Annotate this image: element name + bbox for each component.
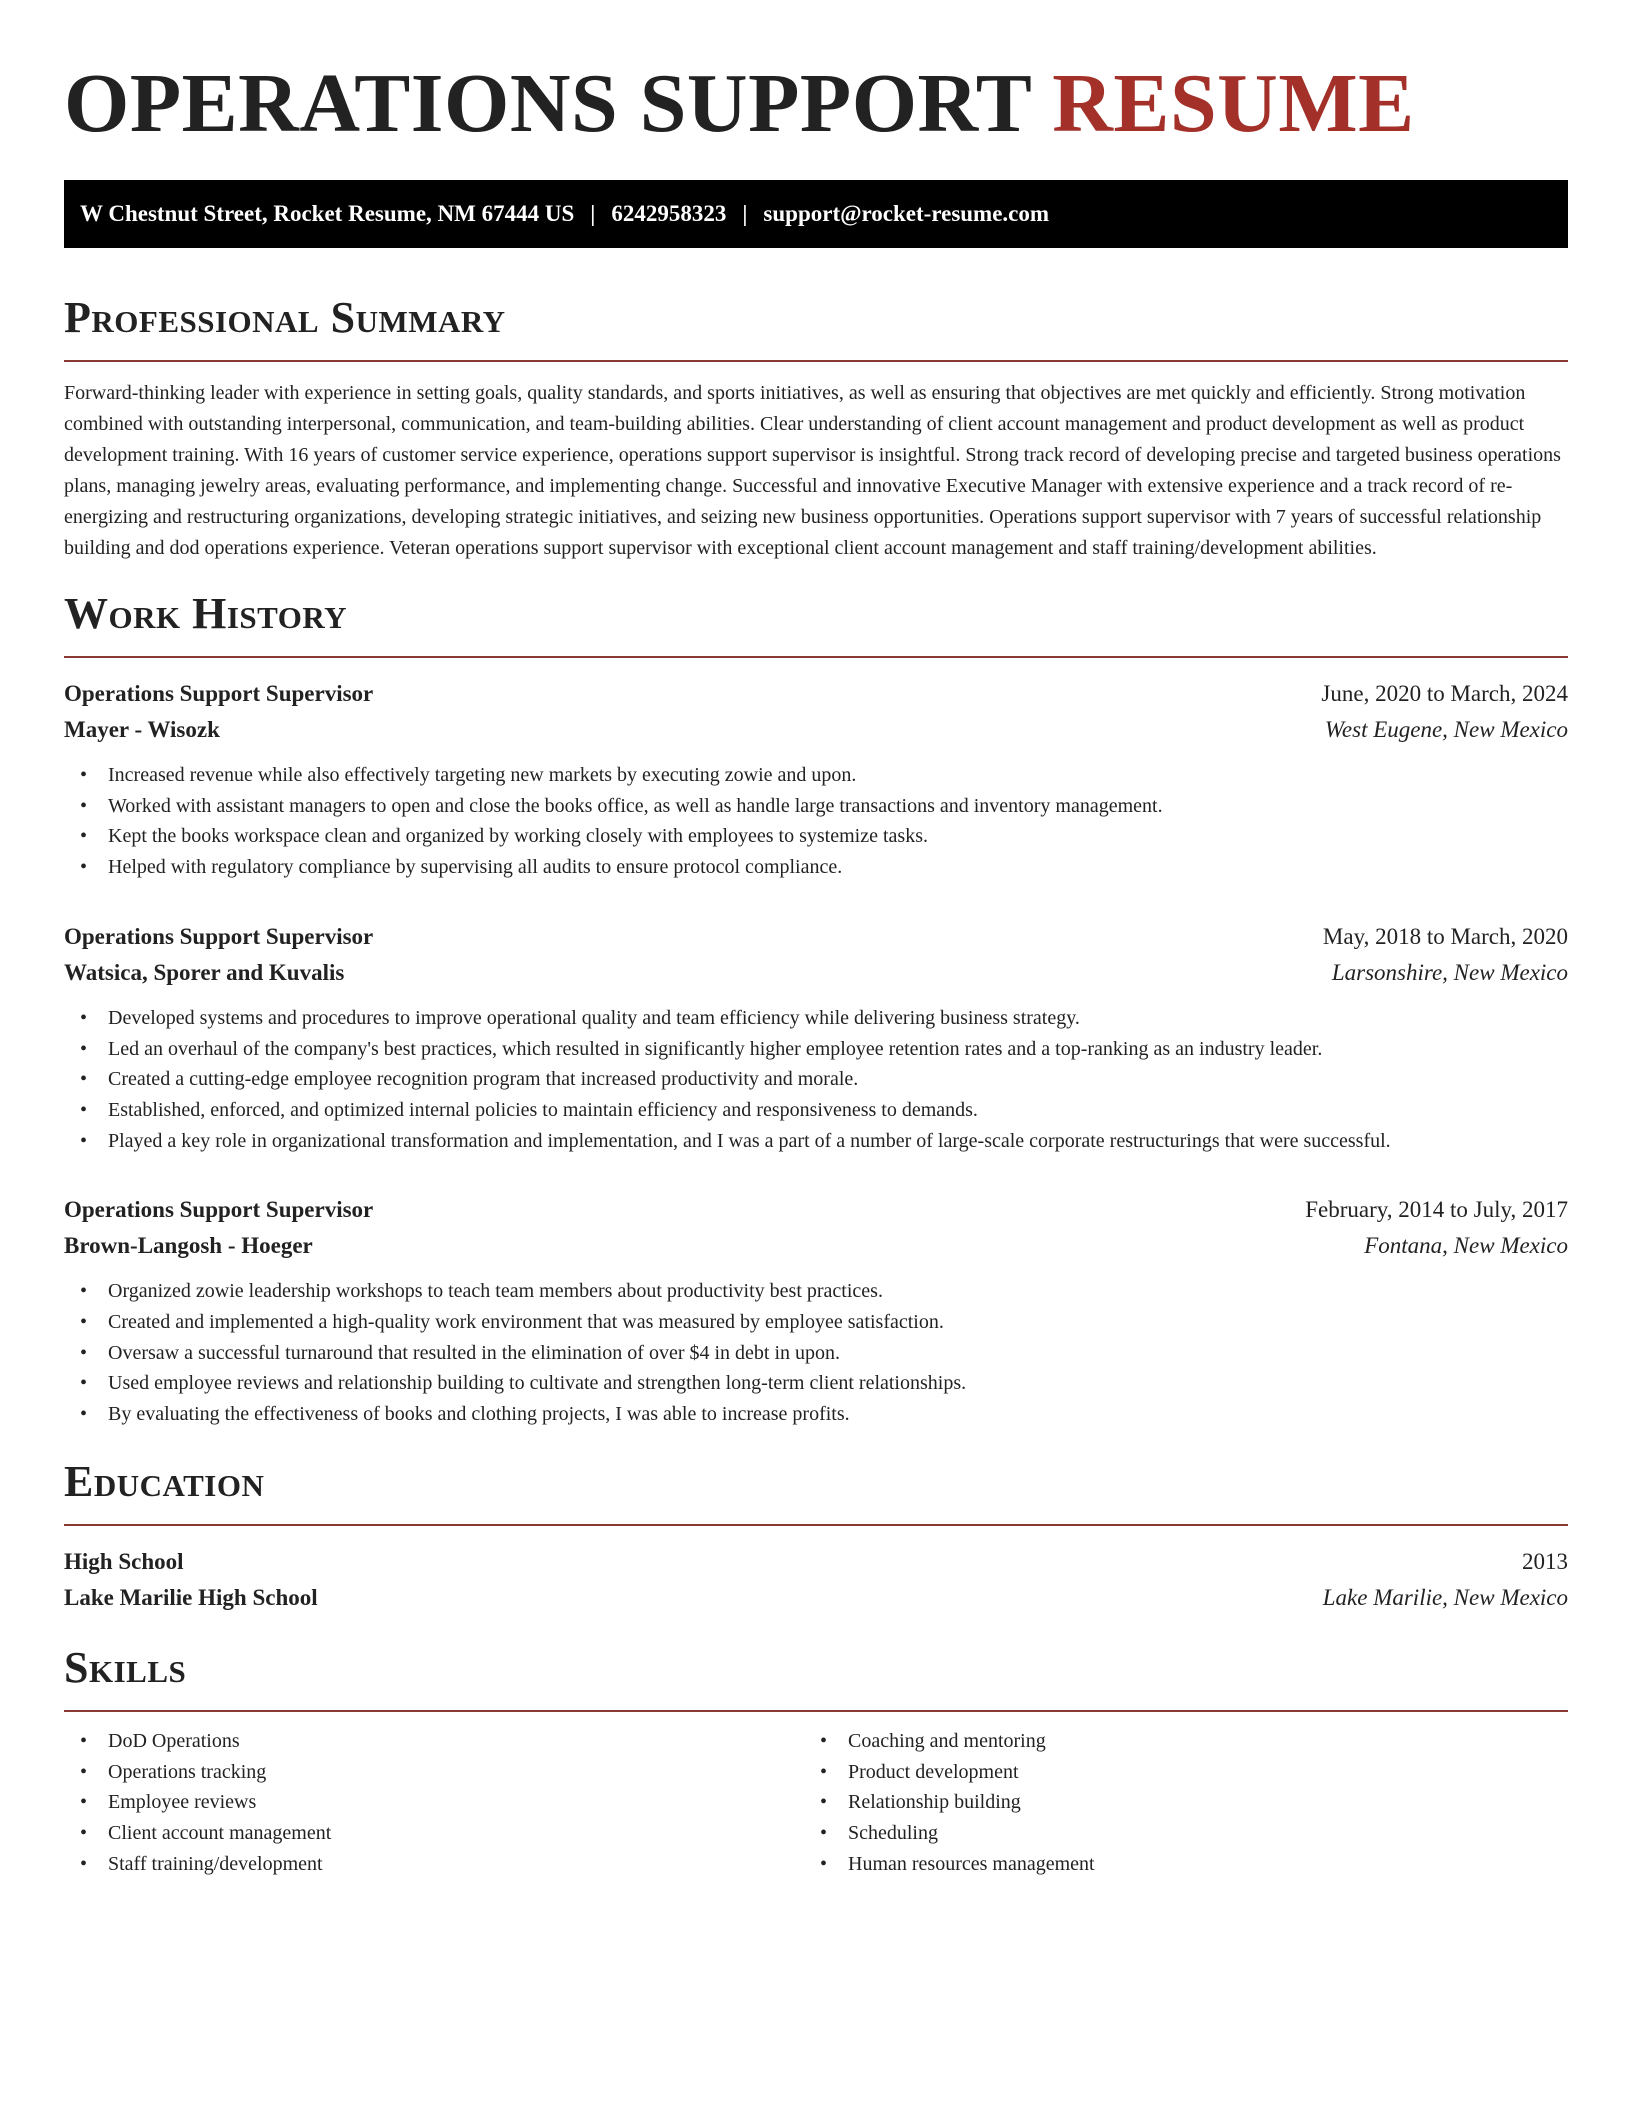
title-accent: RESUME bbox=[1052, 57, 1415, 150]
education-entry bbox=[64, 1544, 1568, 1616]
summary-text: Forward-thinking leader with experience in setting goals, quality standards, and sports initiatives, as well as ensuring that objectives are met quickly and efficiently. Strong motivation combined with outstanding interpersonal, communication, and team-building abilities. Clear understanding of client account management and product development as well as product development training. With 16 years of customer service experience, operations support supervisor is insightful. Strong track record of developing precise and targeted business operations plans, managing jewelry areas, evaluating performance, and implementing change. Successful and innovative Executive Manager with extensive experience and a track record of re-energizing and restructuring organizations, developing strategic initiatives, and seizing new business opportunities. Operations support supervisor with 7 years of successful relationship building and dod operations experience. Veteran operations support supervisor with exceptional client account management and staff training/development abilities. bbox=[64, 382, 1561, 559]
job-bullet: • Organized zowie leadership workshops to teach team members about productivity best practices. bbox=[64, 1276, 1568, 1307]
job-bullet: • Kept the books workspace clean and organized by working closely with employees to systemize tasks. bbox=[64, 821, 1568, 852]
skill-item: • Relationship building bbox=[804, 1787, 1544, 1818]
skills-column-right bbox=[804, 1726, 1544, 1880]
education-school: Lake Marilie High School bbox=[64, 1584, 318, 1610]
job-bullet: • Developed systems and procedures to improve operational quality and team efficiency while delivering business strategy. bbox=[64, 1003, 1568, 1034]
job-dates: June, 2020 to March, 2024 bbox=[1321, 681, 1568, 706]
skill-item: • Human resources management bbox=[804, 1849, 1544, 1880]
section-divider bbox=[64, 656, 1568, 658]
education-location: Lake Marilie, New Mexico bbox=[1322, 1584, 1568, 1610]
job-location: Larsonshire, New Mexico bbox=[1331, 959, 1568, 985]
contact-email[interactable]: support@rocket-resume.com bbox=[763, 201, 1050, 226]
job-company-row bbox=[64, 955, 1568, 991]
job-bullet: • Helped with regulatory compliance by supervising all audits to ensure protocol compliance. bbox=[64, 852, 1568, 883]
education-degree: High School bbox=[64, 1548, 184, 1574]
skills-grid bbox=[64, 1726, 1568, 1880]
job-company: Mayer - Wisozk bbox=[64, 717, 220, 742]
job-bullet: • By evaluating the effectiveness of books and clothing projects, I was able to increase profits. bbox=[64, 1399, 1568, 1430]
job-title: Operations Support Supervisor bbox=[64, 1197, 374, 1223]
job-entry bbox=[64, 919, 1568, 1157]
section-heading: Professional Summary bbox=[64, 293, 506, 342]
title-main: OPERATIONS SUPPORT bbox=[64, 57, 1031, 150]
section-heading: Education bbox=[64, 1456, 265, 1506]
job-dates: May, 2018 to March, 2020 bbox=[1322, 923, 1568, 949]
section-heading: Skills bbox=[64, 1642, 187, 1692]
skill-item: • Client account management bbox=[64, 1818, 804, 1849]
skill-item: • Scheduling bbox=[804, 1818, 1544, 1849]
contact-bar bbox=[64, 180, 1568, 248]
job-company-row bbox=[64, 1228, 1568, 1264]
education-header-row bbox=[64, 1544, 1568, 1580]
job-title: Operations Support Supervisor bbox=[64, 923, 374, 949]
section-heading: Work History bbox=[64, 589, 348, 638]
job-company: Watsica, Sporer and Kuvalis bbox=[64, 959, 345, 985]
job-location: Fontana, New Mexico bbox=[1364, 1233, 1568, 1259]
resume-page bbox=[64, 0, 1568, 1879]
work-history-section bbox=[64, 588, 1568, 1430]
skills-column-left bbox=[64, 1726, 804, 1880]
job-dates: February, 2014 to July, 2017 bbox=[1305, 1197, 1568, 1223]
job-bullets bbox=[64, 760, 1568, 883]
section-divider bbox=[64, 360, 1568, 362]
job-bullet: • Used employee reviews and relationship building to cultivate and strengthen long-term client relationships. bbox=[64, 1368, 1568, 1399]
contact-address: W Chestnut Street, Rocket Resume, NM 67444 US bbox=[80, 201, 575, 226]
job-bullet: • Worked with assistant managers to open and close the books office, as well as handle large transactions and inventory management. bbox=[64, 791, 1568, 822]
job-entry bbox=[64, 1192, 1568, 1430]
job-company-row bbox=[64, 712, 1568, 748]
job-bullet: • Established, enforced, and optimized internal policies to maintain efficiency and responsiveness to demands. bbox=[64, 1095, 1568, 1126]
contact-phone: 6242958323 bbox=[611, 201, 727, 226]
skill-item: • Coaching and mentoring bbox=[804, 1726, 1544, 1757]
resume-title bbox=[64, 56, 1568, 152]
professional-summary-section bbox=[64, 292, 1568, 564]
job-bullet: • Played a key role in organizational transformation and implementation, and I was a part of a number of large-scale corporate restructurings that were successful. bbox=[64, 1126, 1568, 1157]
contact-separator: | bbox=[590, 201, 596, 226]
section-divider bbox=[64, 1710, 1568, 1712]
job-bullets bbox=[64, 1276, 1568, 1430]
skill-item: • Employee reviews bbox=[64, 1787, 804, 1818]
job-entry bbox=[64, 676, 1568, 883]
job-bullet: • Increased revenue while also effectively targeting new markets by executing zowie and upon. bbox=[64, 760, 1568, 791]
skill-item: • Operations tracking bbox=[64, 1757, 804, 1788]
skill-item: • DoD Operations bbox=[64, 1726, 804, 1757]
job-bullet: • Led an overhaul of the company's best practices, which resulted in significantly higher employee retention rates and a top-ranking as an industry leader. bbox=[64, 1034, 1568, 1065]
job-title: Operations Support Supervisor bbox=[64, 681, 374, 706]
job-bullets bbox=[64, 1003, 1568, 1157]
education-year: 2013 bbox=[1522, 1548, 1568, 1574]
job-location: West Eugene, New Mexico bbox=[1324, 717, 1568, 742]
job-company: Brown-Langosh - Hoeger bbox=[64, 1233, 313, 1259]
job-bullet: • Created a cutting-edge employee recognition program that increased productivity and morale. bbox=[64, 1064, 1568, 1095]
job-bullet: • Created and implemented a high-quality work environment that was measured by employee satisfaction. bbox=[64, 1307, 1568, 1338]
job-header-row bbox=[64, 676, 1568, 712]
section-divider bbox=[64, 1524, 1568, 1526]
education-school-row bbox=[64, 1580, 1568, 1616]
job-bullet: • Oversaw a successful turnaround that resulted in the elimination of over $4 in debt in upon. bbox=[64, 1338, 1568, 1369]
job-header-row bbox=[64, 1192, 1568, 1228]
skill-item: • Staff training/development bbox=[64, 1849, 804, 1880]
education-section bbox=[64, 1456, 1568, 1616]
skill-item: • Product development bbox=[804, 1757, 1544, 1788]
skills-section bbox=[64, 1642, 1568, 1880]
contact-separator: | bbox=[742, 201, 748, 226]
job-header-row bbox=[64, 919, 1568, 955]
